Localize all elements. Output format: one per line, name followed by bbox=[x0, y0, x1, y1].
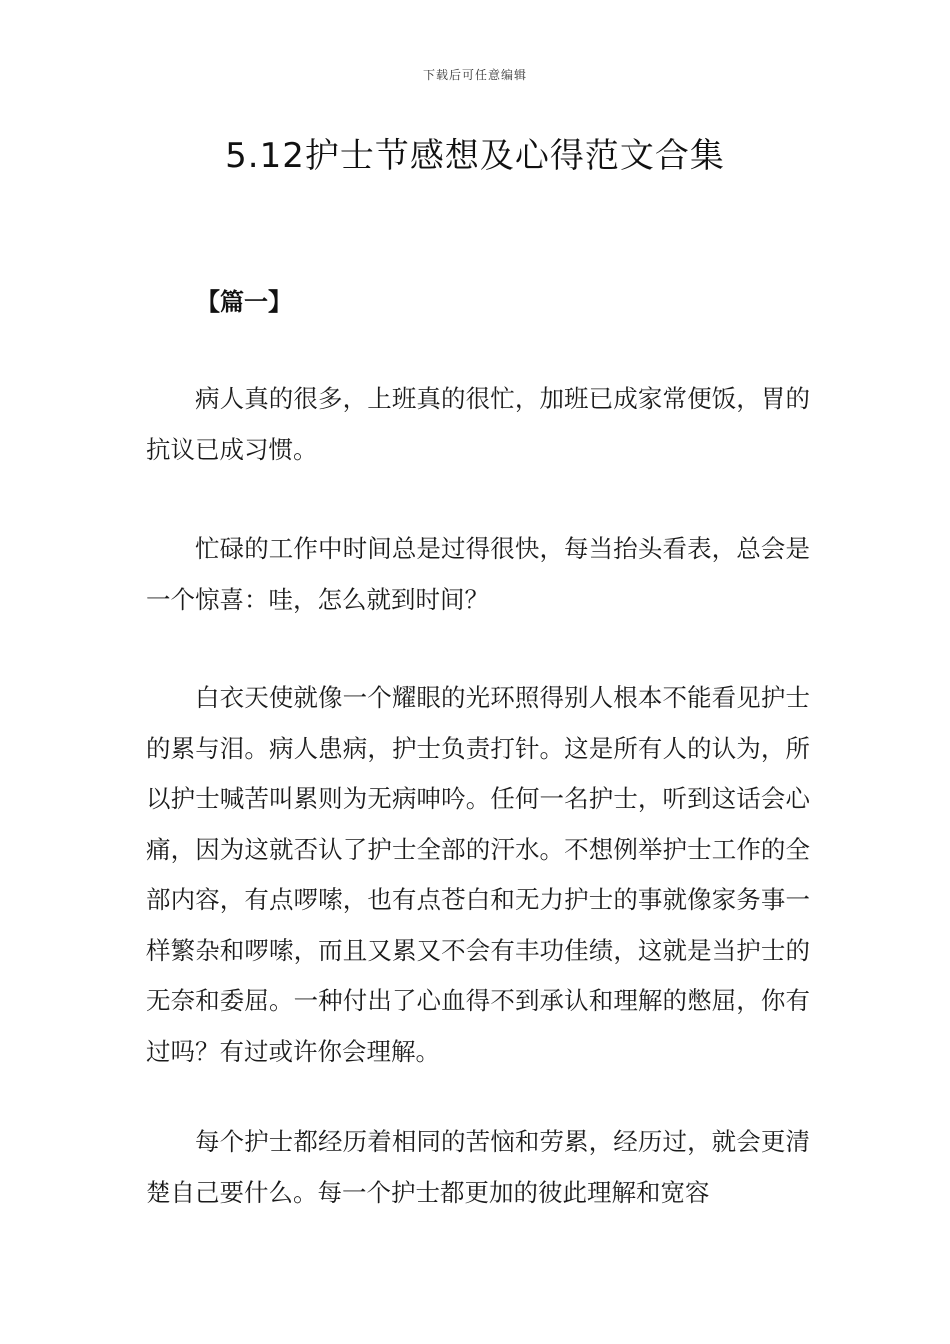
paragraph-4: 每个护士都经历着相同的苦恼和劳累，经历过，就会更清楚自己要什么。每一个护士都更加的彼此理解和宽容 bbox=[146, 1127, 810, 1207]
paragraph-2: 忙碌的工作中时间总是过得很快，每当抬头看表，总会是一个惊喜：哇，怎么就到时间？ bbox=[146, 534, 810, 614]
paragraph-1: 病人真的很多，上班真的很忙，加班已成家常便饭，胃的抗议已成习惯。 bbox=[146, 384, 810, 464]
page-title: 5.12护士节感想及心得范文合集 bbox=[225, 136, 725, 176]
section-label: 【篇一】 bbox=[196, 287, 292, 316]
paragraph-3: 白衣天使就像一个耀眼的光环照得别人根本不能看见护士的累与泪。病人患病，护士负责打针。这是所有人的认为，所以护士喊苦叫累则为无病呻吟。任何一名护士，听到这话会心痛，因为这就否认了护士全部的汗水。不想例举护士工作的全部内容，有点啰嗦，也有点苍白和无力护士的事就像家务事一样繁杂和啰嗦，而且又累又不会有丰功佳绩，这就是当护士的无奈和委屈。一种付出了心血得不到承认和理解的憋屈，你有过吗？有过或许你会理解。 bbox=[146, 683, 810, 1066]
header-note: 下载后可任意编辑 bbox=[422, 68, 527, 82]
